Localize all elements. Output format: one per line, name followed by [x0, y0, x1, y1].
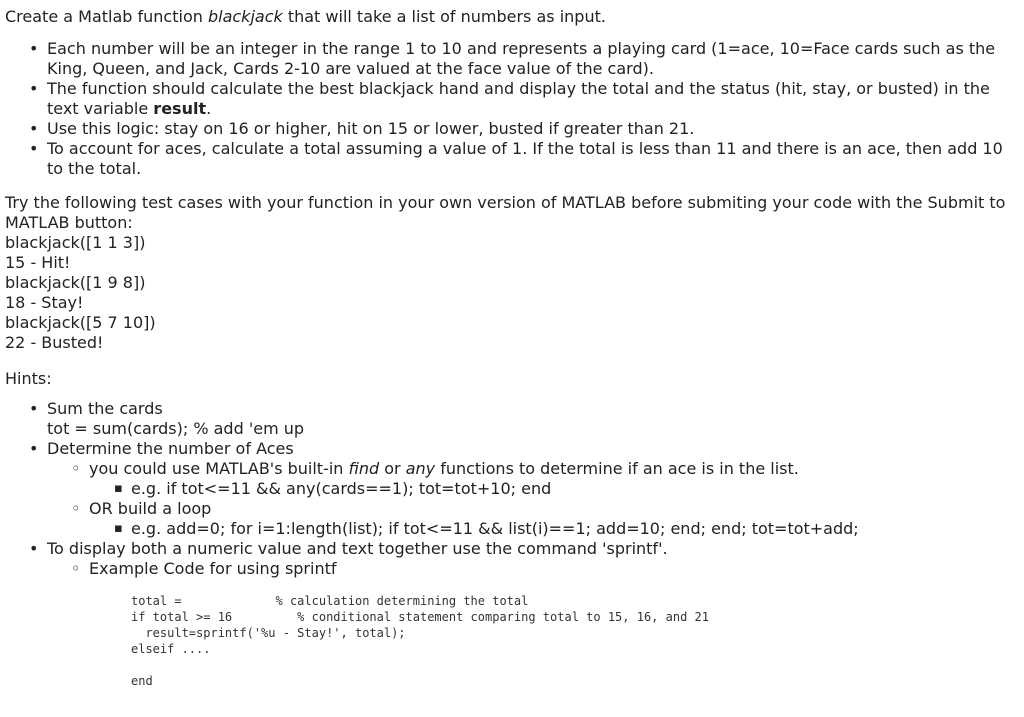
hint-sprintf: [5, 539, 1021, 689]
test-line: blackjack([1 1 3]): [5, 233, 146, 252]
intro-prefix: Create a Matlab function: [5, 7, 208, 26]
aces-option-loop: [47, 499, 1021, 539]
sprintf-sublist: [47, 559, 1021, 689]
sprintf-example-label: [47, 559, 1021, 689]
intro-suffix: that will take a list of numbers as input.: [282, 7, 606, 26]
requirement-text: Use this logic: stay on 16 or higher, hit on 15 or lower, busted if greater than 21.: [47, 119, 695, 138]
hint-label: • Sum the cards: [47, 399, 163, 418]
requirement-text: The function should calculate the best blackjack hand and display the total and the status (hit, stay, or busted) in the text variable: [47, 79, 990, 118]
any-function: any: [405, 459, 436, 478]
requirement-end: .: [206, 99, 212, 118]
function-name: blackjack: [207, 7, 283, 26]
requirement-logic: [5, 119, 1021, 139]
aces-options: [47, 459, 1021, 539]
sprintf-code-block: total = % calculation determining the total if total >= 16 % conditional statement comparing total to 15, 16, and 21 result=sprintf('%u - Stay!', total); elseif .... end: [131, 594, 709, 688]
requirement-result-variable: [5, 79, 1021, 119]
aces-option-builtin: [47, 459, 1021, 499]
problem-statement: [5, 7, 1021, 703]
requirement-card-range: [5, 39, 1021, 79]
test-line: blackjack([1 9 8]): [5, 273, 146, 292]
hint-sum: [5, 399, 1021, 439]
option-text-c: functions to determine if an ace is in the list.: [435, 459, 799, 478]
result-variable-name: result: [153, 99, 207, 118]
builtin-example: ▪ e.g. if tot<=11 && any(cards==1); tot=tot+10; end: [89, 479, 1021, 499]
requirement-aces: [5, 139, 1021, 179]
hint-label: • To display both a numeric value and text together use the command 'sprintf'.: [47, 539, 668, 558]
loop-example: ▪ e.g. add=0; for i=1:length(list); if tot<=11 && list(i)==1; add=10; end; end; tot=tot+add;: [89, 519, 1021, 539]
test-line: blackjack([5 7 10]): [5, 313, 156, 332]
option-text-b: or: [379, 459, 406, 478]
requirements-list: [5, 39, 1021, 179]
sprintf-sub-text: ◦ Example Code for using sprintf: [89, 559, 337, 578]
option-text: ◦ OR build a loop: [89, 499, 212, 518]
option-text-a: you could use MATLAB's built-in: [89, 459, 349, 478]
hints-list: [5, 399, 1021, 689]
test-line: 15 - Hit!: [5, 253, 71, 272]
intro-paragraph: [5, 7, 1021, 27]
hint-code: tot = sum(cards); % add 'em up: [47, 419, 305, 438]
test-line: 18 - Stay!: [5, 293, 84, 312]
test-line: 22 - Busted!: [5, 333, 104, 352]
option-text: [89, 459, 1021, 479]
find-function: find: [348, 459, 380, 478]
hints-heading: Hints:: [5, 369, 52, 388]
builtin-example-list: [89, 479, 1021, 499]
requirement-text: Each number will be an integer in the range 1 to 10 and represents a playing card (1=ace, 10=Face cards such as the King, Queen, and Jack, Cards 2-10 are valued at the face value of the card).: [47, 39, 996, 78]
loop-example-list: [89, 519, 1021, 539]
hint-label: • Determine the number of Aces: [47, 439, 294, 458]
hint-aces: [5, 439, 1021, 539]
requirement-text: To account for aces, calculate a total assuming a value of 1. If the total is less than 11 and there is an ace, then add 10 to the total.: [47, 139, 1003, 178]
tests-intro: Try the following test cases with your function in your own version of MATLAB before submiting your code with the Submit to MATLAB button:: [5, 193, 1006, 232]
